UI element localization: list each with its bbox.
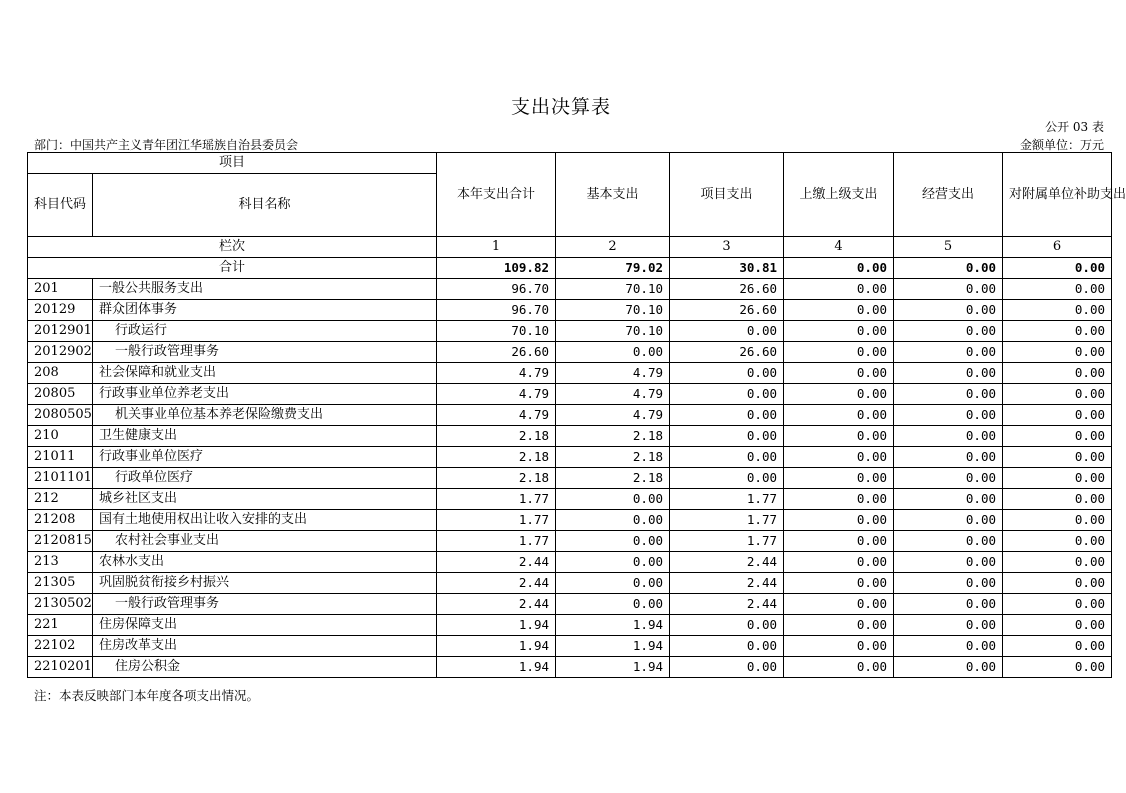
amount-cell: 2.18 [556,447,670,468]
amount-cell: 0.00 [784,594,894,615]
amount-cell: 0.00 [556,552,670,573]
amount-cell: 0.00 [784,363,894,384]
subject-name-cell: 住房保障支出 [93,615,437,636]
name-header-cell: 科目名称 [93,174,437,237]
subject-code-cell: 2080505 [28,405,93,426]
amount-cell: 0.00 [1003,552,1112,573]
subject-name-cell: 一般公共服务支出 [93,279,437,300]
table-row [28,321,1112,342]
amount-cell: 0.00 [1003,573,1112,594]
amount-cell: 0.00 [894,615,1003,636]
amount-cell: 0.00 [784,552,894,573]
amount-cell: 1.94 [556,615,670,636]
amount-cell: 1.94 [437,615,556,636]
index-cell: 3 [670,237,784,258]
amount-cell: 0.00 [784,657,894,678]
amount-cell: 1.77 [670,531,784,552]
amount-cell: 0.00 [894,384,1003,405]
subject-name-cell: 城乡社区支出 [93,489,437,510]
subject-name-cell: 一般行政管理事务 [93,342,437,363]
table-row [28,426,1112,447]
amount-cell: 26.60 [670,279,784,300]
amount-cell: 0.00 [894,300,1003,321]
amount-cell: 4.79 [437,363,556,384]
index-cell: 4 [784,237,894,258]
amount-cell: 0.00 [670,636,784,657]
amount-cell: 0.00 [670,384,784,405]
department-label: 部门：中国共产主义青年团江华瑶族自治县委员会 [34,138,299,152]
amount-cell: 2.44 [437,594,556,615]
amount-cell: 0.00 [556,573,670,594]
amount-cell: 0.00 [1003,594,1112,615]
amount-cell: 0.00 [784,615,894,636]
amount-cell: 0.00 [1003,342,1112,363]
total-value-cell: 0.00 [894,258,1003,279]
subject-name-cell: 一般行政管理事务 [93,594,437,615]
amount-cell: 70.10 [556,300,670,321]
amount-cell: 0.00 [894,447,1003,468]
amount-cell: 1.77 [437,531,556,552]
amount-cell: 0.00 [784,426,894,447]
index-label-cell: 栏次 [28,237,437,258]
subject-name-cell: 住房公积金 [93,657,437,678]
amount-cell: 96.70 [437,300,556,321]
total-value-cell: 0.00 [1003,258,1112,279]
table-row [28,342,1112,363]
amount-cell: 0.00 [894,636,1003,657]
code-header-cell: 科目代码 [28,174,93,237]
table-row [28,636,1112,657]
amount-cell: 0.00 [1003,657,1112,678]
amount-cell: 0.00 [894,510,1003,531]
amount-cell: 2.44 [437,573,556,594]
total-value-cell: 79.02 [556,258,670,279]
amount-cell: 0.00 [894,279,1003,300]
amount-cell: 4.79 [556,405,670,426]
subject-name-cell: 行政事业单位养老支出 [93,384,437,405]
subject-name-cell: 行政事业单位医疗 [93,447,437,468]
amount-cell: 0.00 [1003,384,1112,405]
amount-cell: 0.00 [784,447,894,468]
subject-code-cell: 2012901 [28,321,93,342]
amount-cell: 1.94 [437,636,556,657]
amount-cell: 0.00 [556,594,670,615]
amount-cell: 0.00 [670,657,784,678]
subject-name-cell: 社会保障和就业支出 [93,363,437,384]
subject-code-cell: 213 [28,552,93,573]
subject-code-cell: 2130502 [28,594,93,615]
amount-cell: 0.00 [1003,489,1112,510]
group-header-cell: 项目 [28,153,437,174]
subject-name-cell: 机关事业单位基本养老保险缴费支出 [93,405,437,426]
amount-cell: 1.77 [437,510,556,531]
table-row [28,363,1112,384]
form-number: 公开 03 表 [1045,120,1104,134]
column-index-row [28,237,1112,258]
amount-cell: 0.00 [894,405,1003,426]
amount-cell: 0.00 [894,594,1003,615]
amount-cell: 1.94 [556,636,670,657]
amount-cell: 26.60 [670,342,784,363]
amount-cell: 2.44 [670,573,784,594]
amount-cell: 2.18 [556,426,670,447]
amount-cell: 2.44 [670,594,784,615]
amount-cell: 0.00 [784,405,894,426]
table-row [28,300,1112,321]
header-row-group [28,153,1112,174]
table-row [28,468,1112,489]
amount-cell: 0.00 [1003,321,1112,342]
table-row [28,657,1112,678]
subject-name-cell: 行政运行 [93,321,437,342]
subject-code-cell: 21208 [28,510,93,531]
subject-code-cell: 20805 [28,384,93,405]
amount-cell: 0.00 [894,468,1003,489]
amount-cell: 0.00 [894,342,1003,363]
amount-cell: 2.18 [556,468,670,489]
amount-cell: 1.77 [437,489,556,510]
amount-cell: 0.00 [1003,447,1112,468]
subject-name-cell: 住房改革支出 [93,636,437,657]
amount-cell: 0.00 [784,636,894,657]
amount-cell: 0.00 [894,426,1003,447]
total-label-cell: 合计 [28,258,437,279]
amount-cell: 0.00 [784,321,894,342]
subject-code-cell: 212 [28,489,93,510]
amount-cell: 0.00 [556,531,670,552]
amount-cell: 2.44 [670,552,784,573]
subject-name-cell: 群众团体事务 [93,300,437,321]
amount-cell: 0.00 [670,321,784,342]
subject-code-cell: 210 [28,426,93,447]
column-header: 上缴上级支出 [784,153,894,237]
column-header: 对附属单位补助支出 [1003,153,1112,237]
table-row [28,279,1112,300]
amount-cell: 2.18 [437,426,556,447]
amount-cell: 0.00 [1003,300,1112,321]
amount-cell: 0.00 [670,468,784,489]
table-row [28,531,1112,552]
amount-cell: 0.00 [670,426,784,447]
amount-cell: 0.00 [1003,510,1112,531]
amount-cell: 0.00 [1003,363,1112,384]
amount-cell: 1.77 [670,510,784,531]
total-row [28,258,1112,279]
amount-cell: 0.00 [556,342,670,363]
amount-cell: 0.00 [784,489,894,510]
index-cell: 2 [556,237,670,258]
amount-cell: 2.18 [437,447,556,468]
amount-cell: 26.60 [437,342,556,363]
amount-cell: 4.79 [437,405,556,426]
column-header: 本年支出合计 [437,153,556,237]
index-cell: 6 [1003,237,1112,258]
amount-cell: 26.60 [670,300,784,321]
subject-name-cell: 农林水支出 [93,552,437,573]
amount-cell: 0.00 [670,615,784,636]
amount-cell: 0.00 [1003,615,1112,636]
amount-cell: 2.18 [437,468,556,489]
subject-code-cell: 2012902 [28,342,93,363]
amount-cell: 0.00 [784,384,894,405]
amount-cell: 0.00 [784,300,894,321]
amount-cell: 1.77 [670,489,784,510]
amount-unit-label: 金额单位：万元 [1019,138,1104,152]
column-header: 经营支出 [894,153,1003,237]
table-row [28,489,1112,510]
subject-code-cell: 201 [28,279,93,300]
index-cell: 5 [894,237,1003,258]
table-row [28,447,1112,468]
subject-name-cell: 巩固脱贫衔接乡村振兴 [93,573,437,594]
subject-code-cell: 21011 [28,447,93,468]
subject-code-cell: 2210201 [28,657,93,678]
expenditure-table [27,152,1126,678]
amount-cell: 4.79 [556,363,670,384]
amount-cell: 0.00 [784,510,894,531]
amount-cell: 0.00 [556,510,670,531]
amount-cell: 0.00 [784,342,894,363]
amount-cell: 4.79 [437,384,556,405]
amount-cell: 0.00 [894,531,1003,552]
amount-cell: 0.00 [894,489,1003,510]
amount-cell: 0.00 [670,405,784,426]
amount-cell: 0.00 [894,321,1003,342]
table-row [28,384,1112,405]
subject-name-cell: 行政单位医疗 [93,468,437,489]
table-row [28,594,1112,615]
amount-cell: 1.94 [556,657,670,678]
total-value-cell: 30.81 [670,258,784,279]
total-value-cell: 109.82 [437,258,556,279]
subject-code-cell: 208 [28,363,93,384]
subject-name-cell: 农村社会事业支出 [93,531,437,552]
subject-code-cell: 221 [28,615,93,636]
amount-cell: 0.00 [894,657,1003,678]
subject-code-cell: 20129 [28,300,93,321]
subject-name-cell: 国有土地使用权出让收入安排的支出 [93,510,437,531]
table-row [28,615,1112,636]
amount-cell: 0.00 [556,489,670,510]
amount-cell: 0.00 [894,573,1003,594]
amount-cell: 0.00 [784,573,894,594]
subject-code-cell: 2120815 [28,531,93,552]
table-row [28,573,1112,594]
amount-cell: 70.10 [556,279,670,300]
amount-cell: 0.00 [894,363,1003,384]
amount-cell: 0.00 [670,363,784,384]
amount-cell: 0.00 [1003,531,1112,552]
amount-cell: 0.00 [784,531,894,552]
index-cell: 1 [437,237,556,258]
amount-cell: 96.70 [437,279,556,300]
amount-cell: 0.00 [1003,636,1112,657]
amount-cell: 0.00 [670,447,784,468]
amount-cell: 0.00 [894,552,1003,573]
amount-cell: 0.00 [1003,279,1112,300]
amount-cell: 0.00 [1003,426,1112,447]
amount-cell: 70.10 [556,321,670,342]
subject-code-cell: 22102 [28,636,93,657]
table-row [28,510,1112,531]
amount-cell: 0.00 [1003,405,1112,426]
subject-name-cell: 卫生健康支出 [93,426,437,447]
amount-cell: 0.00 [784,468,894,489]
amount-cell: 70.10 [437,321,556,342]
table-row [28,552,1112,573]
amount-cell: 4.79 [556,384,670,405]
column-header: 基本支出 [556,153,670,237]
page-title: 支出决算表 [510,96,611,118]
total-value-cell: 0.00 [784,258,894,279]
subject-code-cell: 21305 [28,573,93,594]
subject-code-cell: 2101101 [28,468,93,489]
table-note: 注：本表反映部门本年度各项支出情况。 [34,688,260,703]
column-header: 项目支出 [670,153,784,237]
table-row [28,405,1112,426]
amount-cell: 0.00 [1003,468,1112,489]
amount-cell: 0.00 [784,279,894,300]
amount-cell: 1.94 [437,657,556,678]
amount-cell: 2.44 [437,552,556,573]
